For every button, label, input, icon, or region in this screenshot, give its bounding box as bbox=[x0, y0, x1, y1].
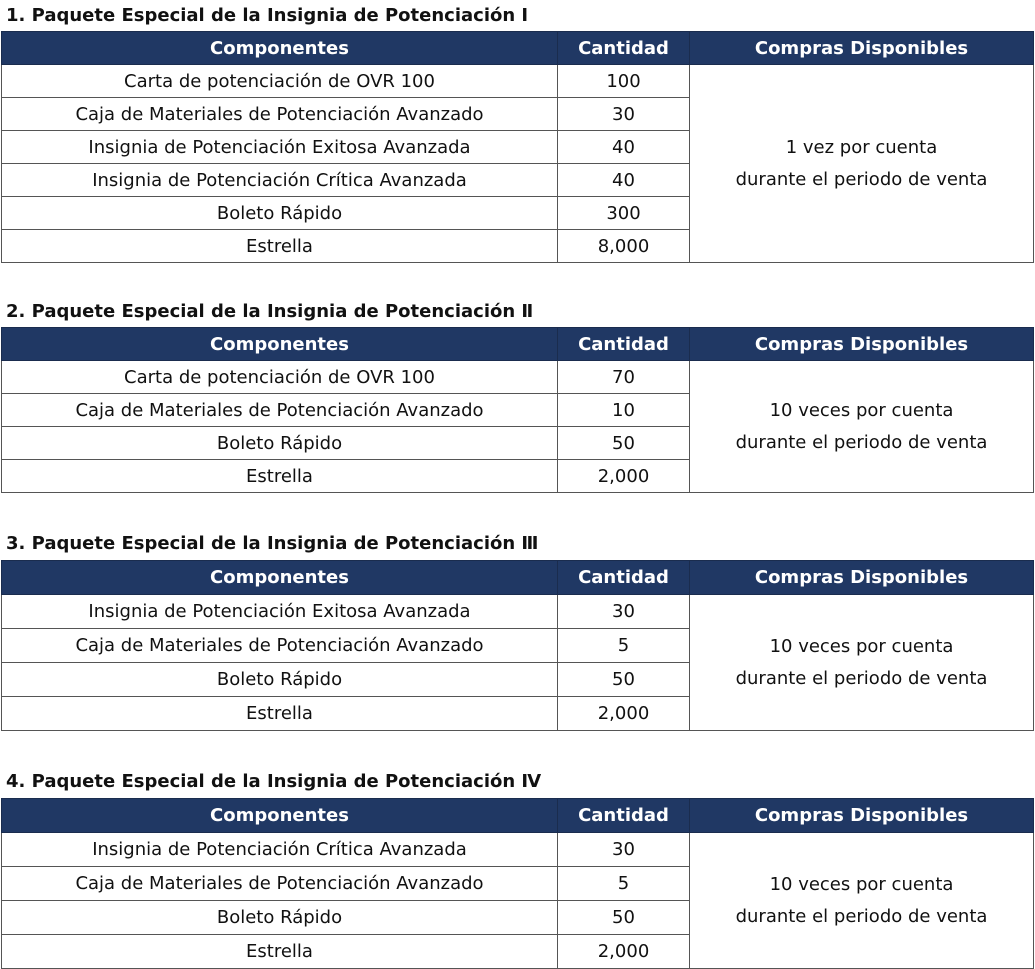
table-row bbox=[2, 595, 1034, 629]
purchases-line: durante el periodo de venta bbox=[735, 168, 988, 190]
header-components: Componentes bbox=[2, 799, 558, 833]
quantity-cell: 40 bbox=[558, 164, 690, 197]
package-table bbox=[1, 327, 1034, 493]
quantity-cell: 10 bbox=[558, 394, 690, 427]
purchases-line: durante el periodo de venta bbox=[735, 667, 988, 689]
quantity-cell: 300 bbox=[558, 197, 690, 230]
header-purchases: Compras Disponibles bbox=[690, 799, 1034, 833]
component-cell: Boleto Rápido bbox=[2, 901, 558, 935]
header-quantity: Cantidad bbox=[558, 799, 690, 833]
table-row bbox=[2, 833, 1034, 867]
header-row bbox=[2, 561, 1034, 595]
table-row bbox=[2, 361, 1034, 394]
component-cell: Boleto Rápido bbox=[2, 663, 558, 697]
header-row bbox=[2, 328, 1034, 361]
package-table bbox=[1, 560, 1034, 731]
purchases-cell bbox=[690, 361, 1034, 493]
header-quantity: Cantidad bbox=[558, 328, 690, 361]
quantity-cell: 50 bbox=[558, 427, 690, 460]
quantity-cell: 2,000 bbox=[558, 697, 690, 731]
quantity-cell: 8,000 bbox=[558, 230, 690, 263]
component-cell: Carta de potenciación de OVR 100 bbox=[2, 361, 558, 394]
component-cell: Caja de Materiales de Potenciación Avanzado bbox=[2, 98, 558, 131]
component-cell: Insignia de Potenciación Exitosa Avanzada bbox=[2, 595, 558, 629]
component-cell: Carta de potenciación de OVR 100 bbox=[2, 65, 558, 98]
purchases-cell bbox=[690, 65, 1034, 263]
quantity-cell: 5 bbox=[558, 867, 690, 901]
purchases-line: 10 veces por cuenta bbox=[769, 635, 954, 657]
header-components: Componentes bbox=[2, 32, 558, 65]
component-cell: Estrella bbox=[2, 230, 558, 263]
component-cell: Estrella bbox=[2, 460, 558, 493]
component-cell: Caja de Materiales de Potenciación Avanzado bbox=[2, 867, 558, 901]
component-cell: Boleto Rápido bbox=[2, 197, 558, 230]
component-cell: Boleto Rápido bbox=[2, 427, 558, 460]
header-purchases: Compras Disponibles bbox=[690, 32, 1034, 65]
package-table bbox=[1, 31, 1034, 263]
header-components: Componentes bbox=[2, 328, 558, 361]
quantity-cell: 30 bbox=[558, 98, 690, 131]
purchases-line: 10 veces por cuenta bbox=[769, 873, 954, 895]
component-cell: Insignia de Potenciación Exitosa Avanzada bbox=[2, 131, 558, 164]
package-title: 1. Paquete Especial de la Insignia de Potenciación Ⅰ bbox=[6, 5, 529, 26]
component-cell: Caja de Materiales de Potenciación Avanzado bbox=[2, 629, 558, 663]
quantity-cell: 50 bbox=[558, 901, 690, 935]
quantity-cell: 30 bbox=[558, 833, 690, 867]
header-row bbox=[2, 799, 1034, 833]
quantity-cell: 70 bbox=[558, 361, 690, 394]
package-title: 4. Paquete Especial de la Insignia de Potenciación Ⅳ bbox=[6, 771, 542, 792]
component-cell: Estrella bbox=[2, 935, 558, 969]
package-title: 2. Paquete Especial de la Insignia de Potenciación Ⅱ bbox=[6, 301, 534, 322]
component-cell: Caja de Materiales de Potenciación Avanzado bbox=[2, 394, 558, 427]
purchases-line: 1 vez por cuenta bbox=[785, 136, 938, 158]
header-purchases: Compras Disponibles bbox=[690, 328, 1034, 361]
quantity-cell: 2,000 bbox=[558, 460, 690, 493]
table-row bbox=[2, 65, 1034, 98]
purchases-line: 10 veces por cuenta bbox=[769, 399, 954, 421]
package-table bbox=[1, 798, 1034, 969]
header-quantity: Cantidad bbox=[558, 561, 690, 595]
package-title: 3. Paquete Especial de la Insignia de Potenciación Ⅲ bbox=[6, 533, 539, 554]
purchases-cell bbox=[690, 833, 1034, 969]
header-quantity: Cantidad bbox=[558, 32, 690, 65]
header-components: Componentes bbox=[2, 561, 558, 595]
purchases-line: durante el periodo de venta bbox=[735, 431, 988, 453]
header-row bbox=[2, 32, 1034, 65]
quantity-cell: 50 bbox=[558, 663, 690, 697]
quantity-cell: 5 bbox=[558, 629, 690, 663]
component-cell: Insignia de Potenciación Crítica Avanzada bbox=[2, 164, 558, 197]
quantity-cell: 30 bbox=[558, 595, 690, 629]
quantity-cell: 40 bbox=[558, 131, 690, 164]
purchases-cell bbox=[690, 595, 1034, 731]
quantity-cell: 100 bbox=[558, 65, 690, 98]
component-cell: Estrella bbox=[2, 697, 558, 731]
quantity-cell: 2,000 bbox=[558, 935, 690, 969]
purchases-line: durante el periodo de venta bbox=[735, 905, 988, 927]
header-purchases: Compras Disponibles bbox=[690, 561, 1034, 595]
component-cell: Insignia de Potenciación Crítica Avanzada bbox=[2, 833, 558, 867]
